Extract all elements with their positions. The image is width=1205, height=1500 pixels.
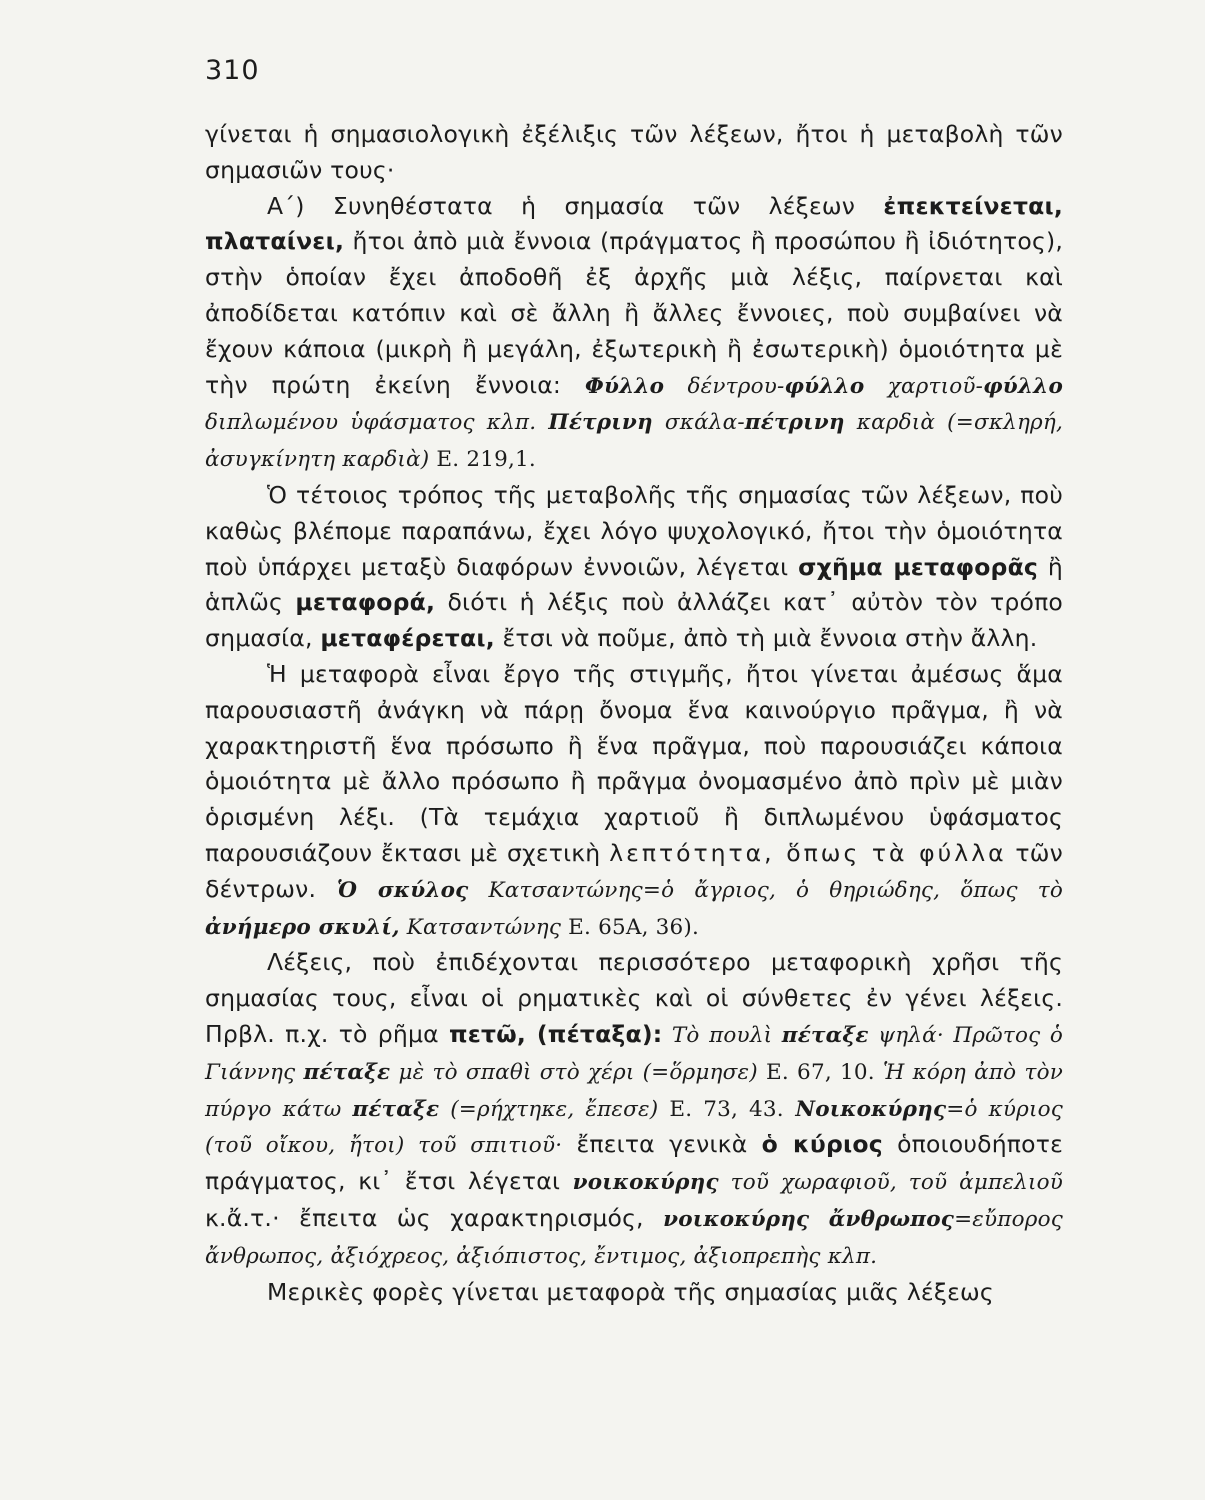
paragraph-3	[205, 478, 1063, 657]
example-bold: φύλλο	[784, 373, 865, 399]
example-bold: Πέτρινη	[548, 410, 653, 436]
example-text: δέντρου-	[664, 373, 785, 399]
example-text: ψηλά· Πρῶτος ὁ Γιάννης	[205, 1022, 1064, 1085]
text-run: Ἡ μεταφορὰ εἶναι ἔργο τῆς στιγμῆς, ἤτοι γίνεται ἀμέσως ἅμα παρουσιαστῆ ἀνάγκη νὰ πάρῃ ὄνομα ἕνα καινούργιο πρᾶγμα, ἢ νὰ χαρακτηριστῆ ἕνα πρόσωπο ἢ ἕνα πρᾶγμα, ποὺ παρουσιάζει κάποια ὁμοιότητα μὲ ἄλλο πρόσωπο ἢ πρᾶγμα ὀνομασμένο ἀπὸ πρὶν μὲ μιὰν ὁρισμένη λέξι. (Τὰ τεμάχια χαρτιοῦ ἢ διπλωμένου ὑφάσματος παρουσιάζουν ἔκτασι μὲ σχετικὴ	[205, 659, 1063, 867]
text-run: τῶν δέντρων.	[205, 838, 1063, 903]
text-run: ὁποιουδήποτε πράγματος, κι᾽ ἔτσι λέγεται	[205, 1130, 1063, 1196]
citation: Ε. 65Α, 36).	[568, 914, 700, 940]
example-text: Κατσαντώνης	[399, 914, 569, 940]
text-run: ἢ ἁπλῶς	[205, 552, 1063, 617]
example-text: σκάλα-	[652, 410, 745, 436]
bold-term: ἐπεκτείνεται, πλαταίνει,	[205, 191, 1063, 256]
paragraph-2	[205, 189, 1063, 478]
text-run	[784, 1094, 796, 1122]
example-text: =εὔπορος ἄνθρωπος, ἀξιόχρεος, ἀξιόπιστος, ἔντιμος, ἀξιοπρεπὴς κλπ.	[205, 1206, 1063, 1269]
example-text: τοῦ χωραφιοῦ, τοῦ ἀμπελιοῦ	[718, 1170, 1063, 1196]
text-run: γίνεται ἡ σημασιολογικὴ ἐξέλιξις τῶν λέξεων, ἤτοι ἡ μεταβολὴ τῶν σημασιῶν τους·	[205, 120, 1063, 184]
text-run: ἤτοι ἀπὸ μιὰ ἔννοια (πράγματος ἢ προσώπου ἢ ἰδιότητος), στὴν ὁποίαν ἔχει ἀποδοθῆ ἐξ ἀρχῆς μιὰ λέξις, παίρνεται καὶ ἀποδίδεται κατόπιν καὶ σὲ ἄλλη ἢ ἄλλες ἔννοιες, ποὺ συμβαίνει νὰ ἔχουν κάποια (μικρὴ ἢ μεγάλη, ἐξωτερικὴ ἢ ἐσωτερικὴ) ὁμοιότητα μὲ τὴν πρώτη ἐκείνη ἔννοια:	[205, 227, 1063, 399]
text-run: διότι ἡ λέξις ποὺ ἀλλάζει κατ᾽ αὐτὸν τὸν τρόπο σημασία,	[205, 588, 1063, 653]
example-text: μὲ τὸ σπαθὶ στὸ χέρι (=ὅρμησε)	[390, 1059, 766, 1085]
text-run: Ὁ τέτοιος τρόπος τῆς μεταβολῆς τῆς σημασίας τῶν λέξεων, ποὺ καθὼς βλέπομε παραπάνω, ἔχει λόγο ψυχολογικό, ἤτοι τὴν ὁμοιότητα ποὺ ὑπάρχει μεταξὺ διαφόρων ἐννοιῶν, λέγεται	[205, 480, 1063, 581]
example-text: διπλωμένου ὑφάσματος κλπ.	[205, 410, 549, 436]
spaced-text: λεπτότητα, ὅπως τὰ φύλλα	[609, 838, 1007, 867]
example-bold: Νοικοκύρης	[795, 1096, 947, 1122]
paragraph-1	[205, 117, 1063, 189]
bold-term: πετῶ, (πέταξα):	[448, 1019, 663, 1048]
example-text: καρδιὰ (=σκληρή, ἀσυγκίνητη καρδιὰ)	[205, 410, 1063, 473]
text-run: Α΄) Συνηθέστατα ἡ σημασία τῶν λέξεων	[267, 191, 884, 220]
example-bold: πέταξε	[303, 1059, 391, 1085]
text-run: Λέξεις, ποὺ ἐπιδέχονται περισσότερο μεταφορικὴ χρῆσι τῆς σημασίας τους, εἶναι οἱ ρηματικὲς καὶ οἱ σύνθετες ἐν γένει λέξεις. Πρβλ. π.χ. τὸ ρῆμα	[205, 948, 1063, 1048]
example-bold: πέταξε	[781, 1022, 869, 1048]
text-run: ἔτσι νὰ ποῦμε, ἀπὸ τὴ μιὰ ἔννοια στὴν ἄλλη.	[494, 624, 1038, 653]
text-run: κ.ἄ.τ.· ἔπειτα ὡς χαρακτηρισμός,	[205, 1203, 664, 1232]
example-bold: Φύλλο	[585, 373, 665, 399]
page-number: 310	[205, 55, 260, 86]
example-text: χαρτιοῦ-	[864, 373, 984, 399]
example-text: Ἡ κόρη ἀπὸ τὸν πύργο κάτω	[205, 1059, 1063, 1122]
example-bold: Ὁ σκύλος	[336, 877, 469, 903]
example-bold: νοικοκύρης	[572, 1170, 719, 1196]
example-bold: νοικοκύρης ἄνθρωπος	[663, 1206, 955, 1232]
bold-term: σχῆμα μεταφορᾶς	[798, 552, 1039, 581]
example-text: =ὁ κύριος (τοῦ οἴκου, ἤτοι) τοῦ σπιτιοῦ·	[205, 1096, 1063, 1159]
citation: Ε. 219,1.	[436, 447, 536, 473]
bold-term: μεταφέρεται,	[320, 624, 495, 653]
text-run: Μερικὲς φορὲς γίνεται μεταφορὰ τῆς σημασίας μιᾶς λέξεως	[267, 1277, 994, 1306]
citation: Ε. 67, 10.	[765, 1059, 875, 1085]
example-text: Κατσαντώνης=ὁ ἄγριος, ὁ θηριώδης, ὅπως τὸ	[468, 877, 1063, 903]
bold-term: μεταφορά,	[295, 588, 436, 617]
bold-term: ὁ κύριος	[761, 1130, 883, 1159]
paragraph-6	[205, 1275, 1063, 1311]
example-bold: φύλλο	[983, 373, 1063, 399]
text-run: ἔπειτα γενικὰ	[562, 1130, 762, 1159]
example-text: Τὸ πουλὶ	[662, 1022, 782, 1048]
citation: Ε. 73, 43.	[669, 1096, 784, 1122]
example-bold: πέταξε	[352, 1096, 440, 1122]
paragraph-4	[205, 657, 1063, 945]
paragraph-5	[205, 945, 1063, 1274]
body-text	[205, 117, 1063, 1310]
example-bold: πέτρινη	[744, 410, 845, 436]
example-bold: ἀνήμερο σκυλί,	[205, 914, 400, 940]
example-text: (=ρήχτηκε, ἔπεσε)	[439, 1096, 670, 1122]
